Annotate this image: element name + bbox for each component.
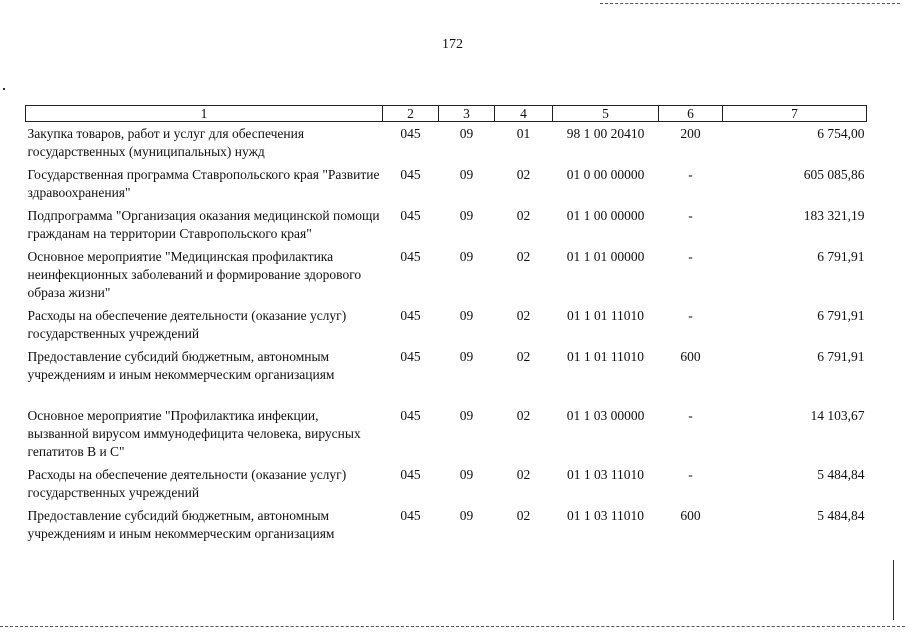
row-name: Основное мероприятие "Медицинская профилактика неинфекционных заболеваний и формирование здорового образа жизни" — [27, 249, 362, 300]
row-expense-type: - — [688, 167, 693, 182]
row-section-code: 09 — [459, 349, 474, 364]
row-subsection-code: 02 — [516, 167, 531, 182]
row-target-code: 01 1 03 11010 — [566, 508, 645, 523]
table-row — [26, 345, 867, 404]
row-subsection-code: 02 — [516, 349, 531, 364]
scan-artifact-edge — [893, 560, 894, 620]
row-target-code: 01 1 01 00000 — [566, 249, 645, 264]
row-name: Закупка товаров, работ и услуг для обеспечения государственных (муниципальных) нужд — [27, 126, 305, 159]
row-target-code: 01 1 00 00000 — [566, 208, 645, 223]
row-target-code: 01 0 00 00000 — [566, 167, 645, 182]
row-name: Расходы на обеспечение деятельности (оказание услуг) государственных учреждений — [27, 308, 347, 341]
row-amount: 6 791,91 — [817, 349, 865, 364]
row-amount: 5 484,84 — [817, 467, 865, 482]
row-ministry-code: 045 — [400, 126, 421, 141]
table-row — [26, 245, 867, 304]
scan-artifact-bottom — [0, 626, 905, 627]
row-amount: 5 484,84 — [817, 508, 865, 523]
page-number: 172 — [442, 37, 463, 52]
row-expense-type: - — [688, 308, 693, 323]
row-section-code: 09 — [459, 249, 474, 264]
row-name: Расходы на обеспечение деятельности (оказание услуг) государственных учреждений — [27, 467, 347, 500]
row-expense-type: 200 — [680, 126, 701, 141]
row-amount: 183 321,19 — [803, 208, 865, 223]
table-row — [26, 304, 867, 345]
row-section-code: 09 — [459, 308, 474, 323]
row-expense-type: - — [688, 467, 693, 482]
row-ministry-code: 045 — [400, 408, 421, 423]
row-section-code: 09 — [459, 167, 474, 182]
row-ministry-code: 045 — [400, 208, 421, 223]
row-subsection-code: 02 — [516, 249, 531, 264]
row-section-code: 09 — [459, 208, 474, 223]
table-header-row — [26, 106, 867, 122]
table-row — [26, 404, 867, 463]
table-row — [26, 504, 867, 545]
table-row — [26, 163, 867, 204]
row-section-code: 09 — [459, 467, 474, 482]
row-section-code: 09 — [459, 408, 474, 423]
row-expense-type: 600 — [680, 349, 701, 364]
row-target-code: 98 1 00 20410 — [566, 126, 645, 141]
row-name: Предоставление субсидий бюджетным, автономным учреждениям и иным некоммерческим организациям — [27, 349, 335, 382]
row-name: Подпрограмма "Организация оказания медицинской помощи гражданам на территории Ставропольского края" — [27, 208, 380, 241]
row-expense-type: - — [688, 408, 693, 423]
row-ministry-code: 045 — [400, 308, 421, 323]
row-expense-type: - — [688, 208, 693, 223]
row-ministry-code: 045 — [400, 467, 421, 482]
row-target-code: 01 1 03 11010 — [566, 467, 645, 482]
row-amount: 14 103,67 — [810, 408, 865, 423]
row-expense-type: - — [688, 249, 693, 264]
row-amount: 6 754,00 — [817, 126, 865, 141]
row-subsection-code: 02 — [516, 508, 531, 523]
row-amount: 6 791,91 — [817, 249, 865, 264]
row-ministry-code: 045 — [400, 167, 421, 182]
row-name: Государственная программа Ставропольского края "Развитие здравоохранения" — [27, 167, 380, 200]
row-expense-type: 600 — [680, 508, 701, 523]
table-row — [26, 122, 867, 164]
row-subsection-code: 02 — [516, 408, 531, 423]
row-name: Предоставление субсидий бюджетным, автономным учреждениям и иным некоммерческим организациям — [27, 508, 335, 541]
row-target-code: 01 1 01 11010 — [566, 349, 645, 364]
row-amount: 605 085,86 — [803, 167, 865, 182]
column-header: 2 — [383, 106, 439, 122]
column-header: 6 — [659, 106, 723, 122]
row-ministry-code: 045 — [400, 349, 421, 364]
row-section-code: 09 — [459, 126, 474, 141]
column-header: 1 — [26, 106, 383, 122]
row-subsection-code: 02 — [516, 467, 531, 482]
column-header: 4 — [495, 106, 553, 122]
row-subsection-code: 02 — [516, 308, 531, 323]
row-target-code: 01 1 01 11010 — [566, 308, 645, 323]
row-name: Основное мероприятие "Профилактика инфекции, вызванной вирусом иммунодефицита человека, вирусных гепатитов В и С" — [27, 408, 361, 459]
table-row — [26, 463, 867, 504]
scan-artifact-top — [600, 3, 900, 4]
row-subsection-code: 01 — [516, 126, 531, 141]
column-header: 7 — [723, 106, 867, 122]
row-section-code: 09 — [459, 508, 474, 523]
column-header: 5 — [553, 106, 659, 122]
scan-artifact-dot — [3, 88, 5, 90]
row-ministry-code: 045 — [400, 508, 421, 523]
row-ministry-code: 045 — [400, 249, 421, 264]
row-target-code: 01 1 03 00000 — [566, 408, 645, 423]
table-row — [26, 204, 867, 245]
row-amount: 6 791,91 — [817, 308, 865, 323]
budget-table — [25, 105, 867, 545]
row-subsection-code: 02 — [516, 208, 531, 223]
column-header: 3 — [439, 106, 495, 122]
